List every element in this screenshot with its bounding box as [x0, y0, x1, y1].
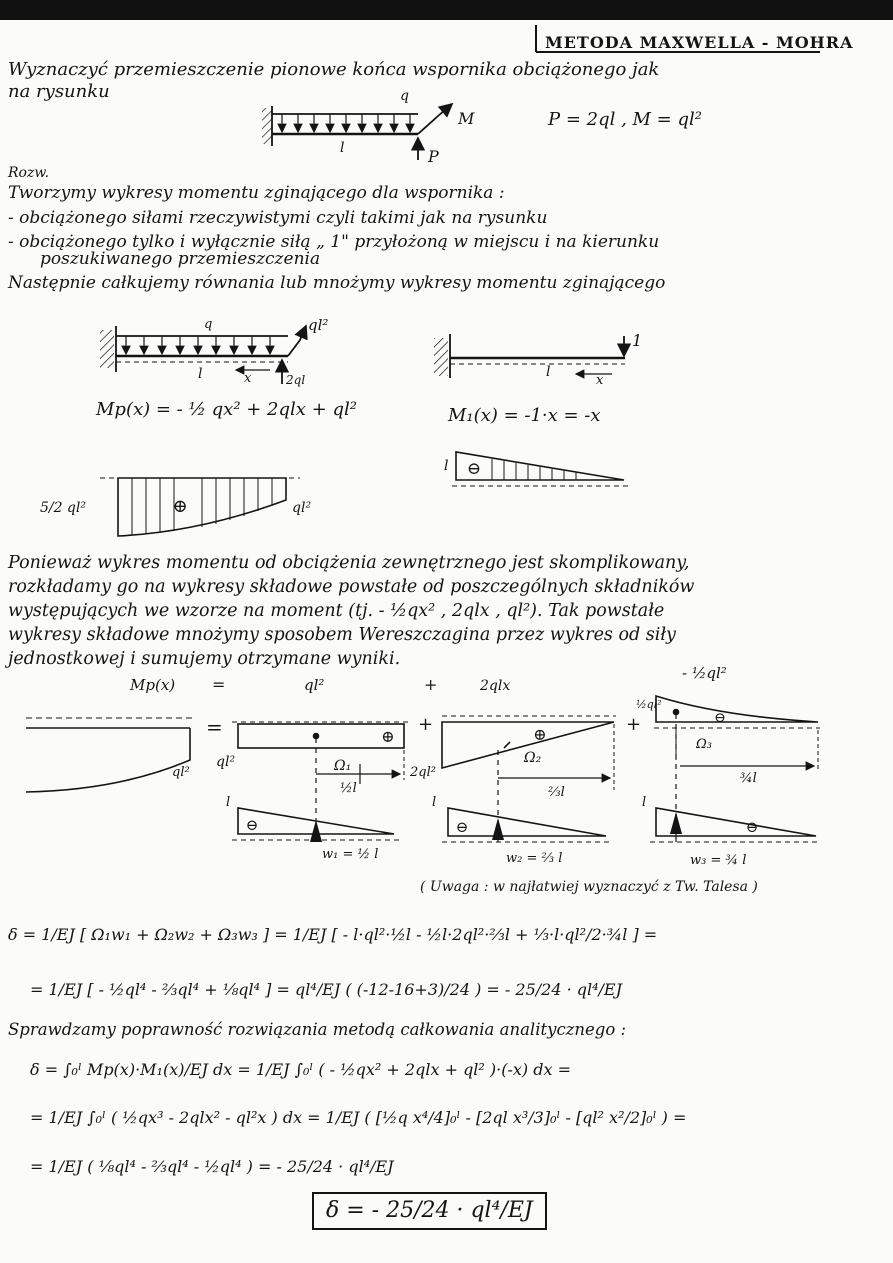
- equation-line-1: δ = 1/EJ [ Ω₁w₁ + Ω₂w₂ + Ω₃w₃ ] = 1/EJ [ - l·ql²·½l - ½l·2ql²·⅔l + ⅓·l·ql²/2·¾l ] =: [8, 925, 658, 944]
- right-x-label: x: [596, 373, 604, 388]
- omega-1: Ω₁: [334, 758, 352, 774]
- decomp-block-2: [442, 716, 616, 820]
- mp-left-value: 5/2 ql²: [39, 500, 86, 516]
- top-l-label: l: [340, 140, 345, 156]
- decomp-mp-label: Mp(x): [130, 676, 176, 694]
- decomp-block-3: [654, 696, 820, 820]
- left-q-label: q: [204, 317, 213, 332]
- m1-minus-sign: ⊖: [466, 459, 482, 479]
- mp-diagram: [100, 478, 300, 536]
- tales-note: ( Uwaga : w najłatwiej wyznaczyć z Tw. Talesa ): [420, 879, 758, 895]
- omega-3: Ω₃: [696, 737, 712, 752]
- top-load-arrows: [282, 114, 410, 132]
- given-values: P = 2ql , M = ql²: [548, 109, 702, 130]
- paragraph-line-4: wykresy składowe mnożymy sposobem Wereszczagina przez wykres od siły: [8, 625, 676, 645]
- title-bracket: [536, 25, 820, 52]
- unit-triangle-3: [650, 808, 820, 842]
- decomp-plus-1: +: [424, 675, 438, 694]
- mp-right-value: ql²: [292, 500, 312, 516]
- left-M-label: ql²: [308, 316, 329, 334]
- block3-sign: ⊖: [714, 710, 726, 726]
- m1-equation: M₁(x) = -1·x = -x: [448, 405, 601, 426]
- tri1-l-label: l: [226, 795, 231, 810]
- solution-line-5: Następnie całkujemy równania lub mnożymy wykresy momentu zginającego: [8, 273, 666, 293]
- block3-distance: ¾l: [740, 771, 757, 786]
- solution-line-2: - obciążonego siłami rzeczywistymi czyli takimi jak na rysunku: [8, 208, 548, 228]
- solution-line-1: Tworzymy wykresy momentu zginającego dla wspornika :: [8, 183, 505, 203]
- equation-line-3: Sprawdzamy poprawność rozwiązania metodą całkowania analitycznego :: [8, 1020, 627, 1039]
- equation-line-4: δ = ∫₀ˡ Mp(x)·M₁(x)/EJ dx = 1/EJ ∫₀ˡ ( - ½qx² + 2qlx + ql² )·(-x) dx =: [30, 1060, 572, 1079]
- equation-line-5: = 1/EJ ∫₀ˡ ( ½qx³ - 2qlx² - ql²x ) dx = 1/EJ ( [½q x⁴/4]₀ˡ - [2ql x³/3]₀ˡ - [ql² x²/2]₀ˡ ) =: [30, 1108, 687, 1127]
- final-result-box: δ = - 25/24 · ql⁴/EJ: [312, 1192, 547, 1230]
- top-wall-hatch: [262, 108, 272, 144]
- left-load-arrows: [126, 336, 270, 354]
- solution-heading: Rozw.: [8, 165, 50, 181]
- mp-plus-sign: ⊕: [172, 496, 188, 517]
- decomp-eq-label: =: [212, 675, 226, 694]
- decomp-2qlx-label: 2qlx: [480, 678, 511, 694]
- paragraph-line-3: występujących we wzorze na moment (tj. - ½qx² , 2qlx , ql²). Tak powstałe: [8, 601, 665, 621]
- decomp-mp-small-value: ql²: [172, 765, 190, 780]
- right-l-label: l: [546, 364, 551, 380]
- w3-label: w₃ = ¾ l: [690, 853, 747, 868]
- page-title: METODA MAXWELLA - MOHRA: [545, 33, 854, 52]
- decomp-ql2-label: ql²: [304, 676, 325, 694]
- left-P-label: 2ql: [286, 373, 306, 387]
- solution-line-3: - obciążonego tylko i wyłącznie siłą „ 1" przyłożoną w miejscu i na kierunku: [8, 232, 660, 252]
- tri1-sign: ⊖: [245, 816, 259, 834]
- tri2-l-label: l: [432, 795, 437, 810]
- top-q-label: q: [400, 88, 409, 104]
- block1-distance: ½l: [340, 781, 357, 796]
- block1-left-value: ql²: [216, 754, 236, 770]
- right-unit-label: 1: [632, 331, 643, 350]
- block3-top-value: ½ql²: [636, 698, 662, 711]
- decomp-plus-3: +: [626, 714, 642, 735]
- m1-left-value: l: [444, 458, 449, 474]
- solution-line-4: poszukiwanego przemieszczenia: [40, 249, 321, 269]
- intro-line-1: Wyznaczyć przemieszczenie pionowe końca wspornika obciążonego jak: [8, 59, 660, 80]
- w1-label: w₁ = ½ l: [322, 847, 379, 862]
- top-beam-figure: [262, 104, 452, 160]
- equation-line-2: = 1/EJ [ - ½ql⁴ - ⅔ql⁴ + ⅛ql⁴ ] = ql⁴/EJ ( (-12-16+3)/24 ) = - 25/24 · ql⁴/EJ: [30, 980, 623, 999]
- left-x-label: x: [244, 371, 252, 386]
- top-P-label: P: [428, 147, 439, 166]
- tri2-sign: ⊖: [455, 818, 469, 836]
- left-l-label: l: [198, 366, 203, 382]
- decomp-mp-sketch: [26, 718, 194, 792]
- decomp-eq-sign: =: [206, 715, 223, 739]
- top-M-label: M: [458, 109, 475, 128]
- paragraph-line-5: jednostkowej i sumujemy otrzymane wyniki.: [8, 649, 401, 669]
- decomp-plus-2: +: [418, 714, 434, 735]
- right-beam-figure: [434, 334, 625, 378]
- equation-line-6: = 1/EJ ( ⅛ql⁴ - ⅔ql⁴ - ½ql⁴ ) = - 25/24 · ql⁴/EJ: [30, 1157, 394, 1176]
- omega-2: Ω₂: [524, 750, 542, 766]
- block2-sign: ⊕: [533, 725, 547, 744]
- block2-distance: ⅔l: [548, 785, 565, 800]
- intro-line-2: na rysunku: [8, 81, 110, 102]
- tri3-l-label: l: [642, 795, 647, 810]
- paragraph-line-2: rozkładamy go na wykresy składowe powstałe od poszczególnych składników: [8, 577, 695, 597]
- decomp-neg-label: - ½ql²: [682, 664, 727, 682]
- block1-sign: ⊕: [381, 727, 395, 746]
- left-beam-figure: [100, 326, 306, 384]
- top-moment-arrow: [418, 104, 452, 134]
- tri3-sign: ⊖: [745, 818, 759, 836]
- paragraph-line-1: Ponieważ wykres momentu od obciążenia zewnętrznego jest skomplikowany,: [8, 553, 690, 573]
- w2-label: w₂ = ⅔ l: [506, 851, 563, 866]
- mp-equation: Mp(x) = - ½ qx² + 2qlx + ql²: [96, 399, 357, 420]
- block2-left-value: 2ql²: [410, 765, 436, 780]
